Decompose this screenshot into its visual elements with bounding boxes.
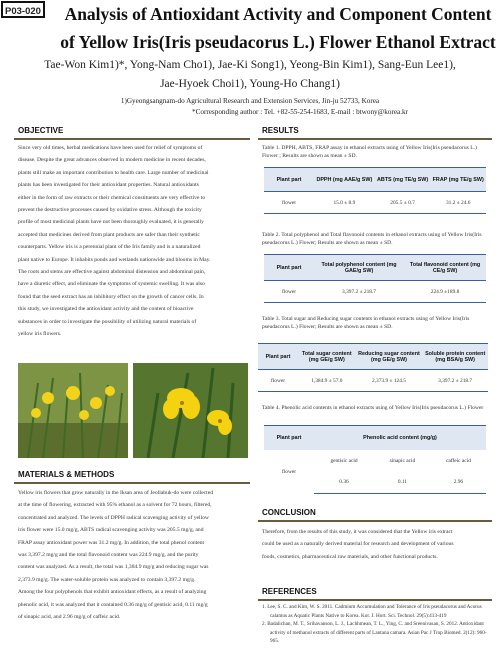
title-line-2: of Yellow Iris(Iris pseudacorus L.) Flower Ethanol Extract	[60, 32, 496, 52]
objective-line: prevent the destructive processes caused by oxidative stress. Although the toxicity	[18, 207, 202, 214]
table2	[264, 254, 486, 303]
conclusion-line: could be used as a naturally derived material for research and development of various	[262, 541, 454, 548]
objective-line: plants still make an important contribution to health care. Large number of medicinal	[18, 169, 209, 176]
objective-line: disease. Despite the great advances observed in modern medicine in recent decades,	[18, 157, 206, 164]
objective-heading: OBJECTIVE	[18, 126, 64, 135]
objective-line: either in the form of raw extracts or their chemical constituents are very effective to	[18, 194, 206, 201]
methods-line: concentrated and analyzed. The levels of DPPH radical scavenging activity of yellow	[18, 514, 209, 521]
table1-cell: 205.5 ± 0.7	[375, 192, 431, 214]
methods-line: phenolic acid, it was analyzed that it contained 0.36 mg/g of gentisic acid, 0.11 mg/g	[18, 601, 208, 608]
objective-line: accepted that medicines derived from plant products are safer than their synthetic	[18, 231, 200, 238]
results-rule	[258, 138, 492, 140]
methods-rule	[14, 482, 250, 484]
table2-cell: 224.9 ±189.8	[404, 281, 486, 303]
table2-caption: Table 2. Total polyphenol and Total flavonoid contents in ethanol extracts using of Yellow Iris(Iris pseudacorus L.) Flower; Results are shown as mean ± SD.	[262, 232, 482, 246]
objective-line: Since very old times, herbal medications have been used for relief of symptoms of	[18, 145, 203, 151]
table4-subheader: sinapic acid	[389, 457, 416, 464]
methods-line: Yellow iris flowers that grow naturally in the Iksan area of Jeollabuk-do were collected	[18, 490, 213, 496]
objective-line: substances in order to investigate the possibility of utilizing natural materials of	[18, 318, 197, 325]
table4-cell: 0.11	[374, 472, 431, 494]
table3-header: Reducing sugar content (mg GE/g SW)	[356, 344, 423, 370]
objective-line: plant native to Europe. It inhabits ponds and wetlands nationwide and blooms in May.	[18, 256, 211, 263]
conclusion-rule	[258, 520, 492, 522]
table3-cell: flower	[258, 370, 298, 392]
table1-header: ABTS (mg TE/g SW)	[375, 168, 431, 192]
authors-line-1: Tae-Won Kim1)*, Yong-Nam Cho1), Jae-Ki Song1), Yeong-Bin Kim1), Sang-Eun Lee1),	[44, 59, 456, 71]
table1-header: Plant part	[264, 168, 314, 192]
table1-cell: 31.2 ± 24.6	[430, 192, 486, 214]
objective-line: yellow iris flowers.	[18, 331, 62, 338]
table4-subheader: gentisic acid	[330, 457, 358, 464]
objective-line: plants has been investigated for their antioxidant properties. Natural antioxidants	[18, 182, 199, 189]
table3	[258, 343, 488, 392]
objective-line: The roots and stems are effective against abdominal distension and abdominal pain,	[18, 269, 206, 276]
methods-heading: MATERIALS & METHODS	[18, 470, 115, 479]
references-rule	[258, 599, 492, 601]
table4-cell: 0.36	[314, 472, 374, 494]
methods-line: 2,373.9 mg/g. The water-soluble protein was analyzed to contain 3,397.2 mg/g.	[18, 576, 196, 583]
table2-header: Total flavonoid content (mg CE/g SW)	[404, 255, 486, 281]
affiliation: 1)Gyeongsangnam-do Agricultural Research and Extension Services, Jin-ju 52733, Korea	[120, 97, 380, 105]
yellow-iris-plants-photo	[18, 363, 128, 458]
objective-text	[18, 142, 246, 341]
conclusion-heading: CONCLUSION	[262, 508, 316, 517]
table1-cell: 15.0 ± 8.9	[314, 192, 375, 214]
reference-item: 2. Badalichan, M. T., Srihavanson, L. J., Lachhmean, T. L., Ying, C. and Sreenivasan, S. 2012. Antioxidant activity of methanol extracts of different parts of Lantana camara. Asian Pac J Trop Biomed. 2(12): 960-965.	[262, 621, 487, 645]
methods-line: at the time of flowering, extracted with 95% ethanol as a solvent for 72 hours, filtered,	[18, 502, 212, 509]
table4-row-label: flower	[281, 468, 297, 475]
table1-header: DPPH (mg AAE/g SW)	[314, 168, 375, 192]
authors	[0, 56, 500, 94]
title-line-1: Analysis of Antioxidant Activity and Component Content	[64, 4, 492, 24]
conclusion-line: foods, cosmetics, pharmaceutical raw materials, and other functional products.	[262, 553, 438, 560]
table1-header: FRAP (mg TE/g SW)	[430, 168, 486, 192]
reference-item: 1. Lee, S. C. and Kim, W. S. 2011. Cadmium Accumulation and Tolerance of Iris pseudacorus and Acorus calamus as Aquatic Plants Native to Korea. Kor. J. Hort. Sci. Technol. 29(5):413-419	[262, 604, 482, 619]
objective-line: have a diuretic effect, and eliminate the symptoms of systemic swelling. It was also	[18, 281, 205, 288]
table3-caption: Table 3. Total sugar and Reducing sugar contents in ethanol extracts using of Yellow Iris(Iris pseudacorus L.) Flower; Results are shown as mean ± SD.	[262, 316, 470, 330]
table2-cell: flower	[264, 281, 314, 303]
results-heading: RESULTS	[262, 126, 299, 135]
table2-cell: 3,397.2 ± 218.7	[314, 281, 404, 303]
methods-line: Among the four polyphenols that exhibit antioxidant effects, as a result of analyzing	[18, 589, 207, 596]
table3-cell: 3,397.2 ± 218.7	[422, 370, 488, 392]
references-heading: REFERENCES	[262, 587, 317, 596]
table4-header: Phenolic acid content (mg/g)	[314, 426, 486, 450]
table1-cell: flower	[264, 192, 314, 214]
objective-line: found that the seed extract has an inhibitory effect on the growth of cancer cells. In	[18, 293, 204, 300]
table3-header: Total sugar content (mg GE/g SW)	[298, 344, 356, 370]
methods-text	[18, 487, 246, 623]
table4-header: Plant part	[264, 426, 314, 450]
references-list	[262, 603, 490, 646]
objective-line: this study, we investigated the antioxidant activity and the content of bioactive	[18, 306, 194, 313]
corresponding-author: *Corresponding author : Tel. +82-55-254-1683, E-mail : btwony@korea.kr	[191, 108, 409, 116]
authors-line-2: Jae-Hyoek Choi1), Young-Ho Chang1)	[160, 78, 340, 90]
conclusion-text	[262, 526, 490, 563]
table1-caption: Table 1. DPPH, ABTS, FRAP assay in ethanol extracts using of Yellow Iris(Iris pseudacorus L.) Flower ; Results are shown as mean ± SD.	[262, 145, 477, 159]
yellow-iris-flower-closeup-photo	[133, 363, 248, 458]
poster-id-badge: P03-020	[1, 1, 45, 18]
methods-line: FRAP assay antioxidant power was 31.2 mg/g. In addition, the total phenol content	[18, 539, 205, 546]
poster-title	[60, 0, 496, 56]
table4	[264, 425, 486, 494]
methods-line: of sinapic acid, and 2.96 mg/g of caffeic acid.	[18, 614, 121, 621]
methods-line: iris flower were 15.0 mg/g, ABTS radical scavenging activity was 205.5 mg/g, and	[18, 527, 204, 534]
table2-header: Plant part	[264, 255, 314, 281]
objective-line: profile of most medicinal plants have not been thoroughly evaluated, it is generally	[18, 219, 204, 226]
methods-line: content was analyzed. As a result, the total was 1,384.9 mg/g and reducing sugar was	[18, 564, 209, 571]
table3-cell: 2,373.9 ± 124.5	[356, 370, 423, 392]
table4-caption: Table 4. Phenolic acid contents in ethanol extracts using of Yellow Iris(Iris pseudacorus L.) Flower	[262, 405, 484, 411]
objective-rule	[14, 138, 250, 140]
table3-header: Soluble protein content (mg BSA/g SW)	[422, 344, 488, 370]
methods-line: was 3,397.2 mg/g and the total flavonoid content was 224.9 mg/g, and the purity	[18, 552, 199, 559]
table4-subheader: caffeic acid	[445, 457, 471, 464]
table2-header: Total polyphenol content (mg GAE/g SW)	[314, 255, 404, 281]
table4-cell: 2.96	[431, 472, 486, 494]
objective-line: counterparts. Yellow iris is a perennial plant of the Iris family and is a naturalized	[18, 244, 201, 251]
conclusion-line: Therefore, from the results of this study, it was considered that the Yellow iris extract	[262, 529, 453, 535]
table1	[264, 167, 486, 214]
table3-cell: 1,384.9 ± 57.0	[298, 370, 356, 392]
table3-header: Plant part	[258, 344, 298, 370]
